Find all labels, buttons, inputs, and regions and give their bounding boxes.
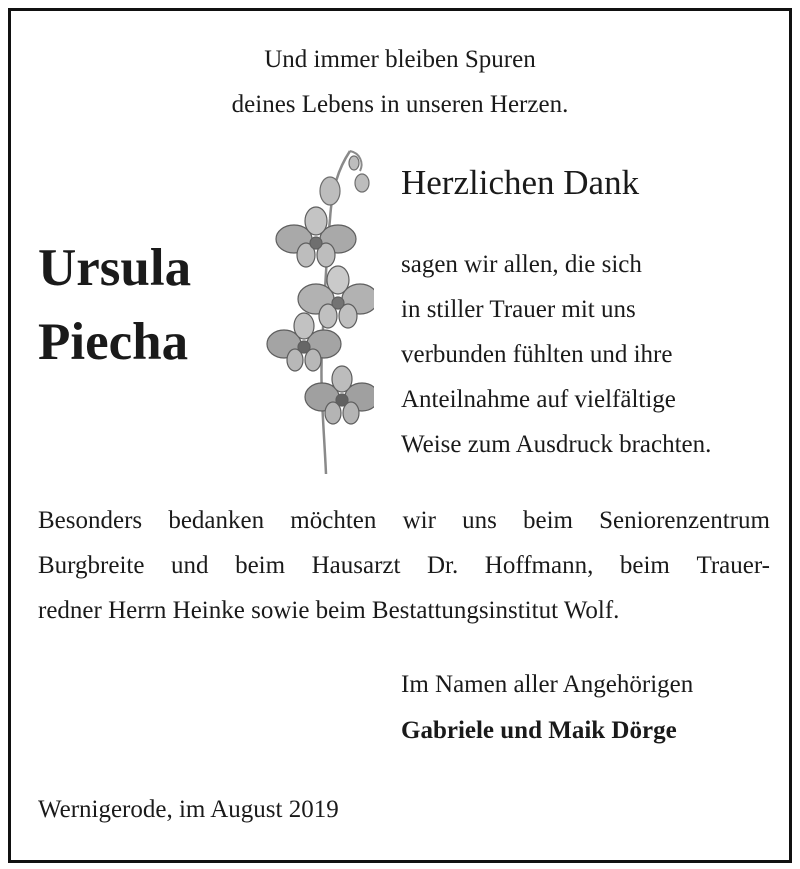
- deceased-last-name: Piecha: [38, 313, 189, 371]
- word: Hoffmann,: [484, 552, 594, 579]
- notice-frame: [8, 8, 792, 863]
- word: Burgbreite: [38, 552, 145, 579]
- word: Hausarzt: [311, 552, 401, 579]
- word: uns: [462, 507, 497, 534]
- thanks-line: Weise zum Ausdruck brachten.: [401, 431, 712, 458]
- thanks-text: [401, 242, 711, 467]
- special-thanks-paragraph: [38, 498, 770, 633]
- word: beim: [522, 507, 573, 534]
- thanks-line: verbunden fühlten und ihre: [401, 341, 673, 368]
- word: bedanken: [168, 507, 265, 534]
- word: Seniorenzentrum: [599, 507, 770, 534]
- word: wir: [402, 507, 436, 534]
- word: Besonders: [38, 507, 143, 534]
- word: möchten: [290, 507, 377, 534]
- signature-intro: Im Namen aller Angehörigen: [401, 671, 694, 698]
- signature-names: Gabriele und Maik Dörge: [401, 717, 677, 744]
- deceased-first-name: Ursula: [38, 239, 192, 297]
- special-thanks-line-1: [38, 498, 770, 543]
- special-thanks-line-2: [38, 543, 770, 588]
- thanks-line: in stiller Trauer mit uns: [401, 296, 636, 323]
- orchid-branch-icon: [264, 139, 374, 479]
- motto-line-2: deines Lebens in unseren Herzen.: [231, 91, 569, 118]
- word: und: [171, 552, 209, 579]
- word: beim: [619, 552, 670, 579]
- place-date: Wernigerode, im August 2019: [38, 796, 339, 823]
- thanks-line: sagen wir allen, die sich: [401, 251, 642, 278]
- thanks-heading: Herzlichen Dank: [401, 163, 640, 202]
- thanks-line: Anteilnahme auf vielfältige: [401, 386, 676, 413]
- word: beim: [235, 552, 286, 579]
- special-thanks-line-3: redner Herrn Heinke sowie beim Bestattungsinstitut Wolf.: [38, 597, 620, 624]
- word: Trauer-: [696, 552, 770, 579]
- motto-line-1: Und immer bleiben Spuren: [264, 46, 536, 73]
- word: Dr.: [427, 552, 459, 579]
